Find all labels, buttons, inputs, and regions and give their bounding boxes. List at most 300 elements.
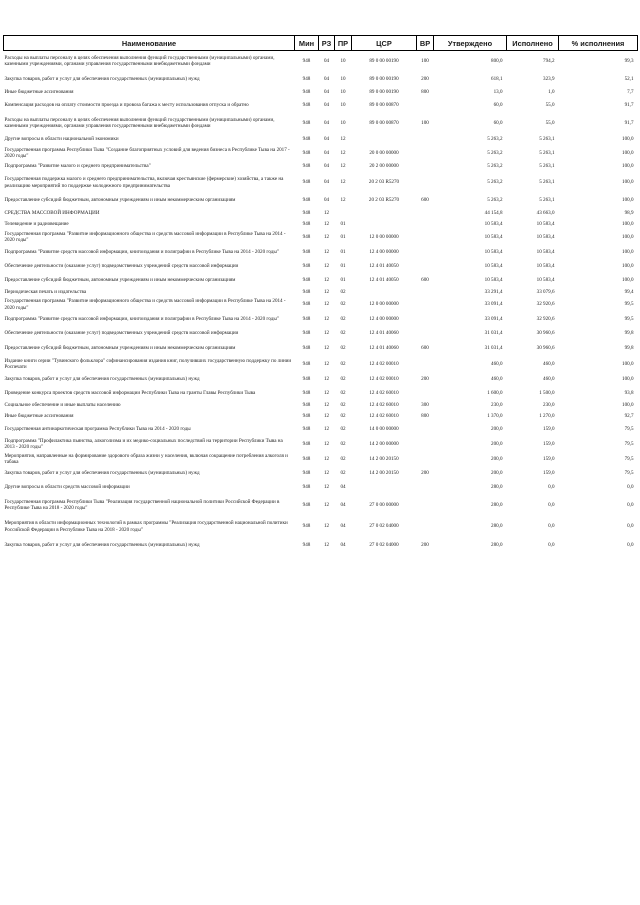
row-csr: 89 0 00 00870 (369, 102, 399, 109)
table-row (4, 288, 638, 298)
row-pr: 01 (340, 248, 346, 255)
table-row (4, 373, 638, 386)
row-min: 948 (302, 360, 311, 367)
row-percent: 93,8 (624, 389, 634, 396)
row-min: 948 (302, 315, 311, 322)
row-approved: 5 263,2 (487, 163, 503, 170)
row-csr: 12 4 01 40050 (369, 276, 399, 283)
row-executed: 33 079,6 (536, 289, 555, 296)
row-executed: 323,9 (543, 75, 555, 82)
row-min: 948 (302, 75, 311, 82)
header-rz: РЗ (319, 36, 335, 51)
row-min: 948 (302, 541, 311, 548)
row-rz: 12 (323, 412, 330, 419)
row-approved: 13,0 (493, 89, 503, 96)
row-name: СРЕДСТВА МАССОВОЙ ИНФОРМАЦИИ (4, 210, 100, 217)
row-pr: 02 (340, 402, 346, 409)
row-rz: 04 (323, 102, 330, 109)
row-min: 948 (302, 196, 311, 203)
row-executed: 0,0 (548, 501, 555, 508)
table-row (4, 356, 638, 373)
table-row (4, 422, 638, 437)
row-vr (417, 515, 434, 539)
row-name: Государственная программа "Развитие информационного общества и средств массовой информации в Республике Тыва на 2014 - 2020 годы" (4, 230, 286, 243)
row-executed: 30 960,6 (536, 344, 555, 351)
row-pr (335, 208, 352, 220)
row-name: Закупка товаров, работ и услуг для обеспечения государственных (муниципальных) нужд (4, 75, 200, 82)
row-rz: 04 (323, 196, 330, 203)
row-min: 948 (302, 119, 311, 126)
row-csr: 20 2 03 R5270 (368, 196, 400, 203)
row-approved: 5 263,2 (487, 149, 503, 156)
row-min: 948 (302, 248, 311, 255)
row-csr (352, 208, 417, 220)
row-csr: 12 0 00 00000 (369, 233, 399, 240)
row-csr: 12 4 02 60010 (369, 389, 399, 396)
row-percent: 52,1 (624, 75, 634, 82)
row-executed: 5 263,1 (539, 136, 555, 143)
row-executed: 1 500,0 (539, 389, 555, 396)
row-vr: 200 (421, 75, 429, 82)
row-executed: 55,0 (545, 119, 555, 126)
row-rz: 12 (323, 455, 330, 462)
table-row (4, 496, 638, 515)
row-rz: 12 (323, 425, 330, 432)
row-name: Социальное обеспечение и иные выплаты населению (4, 402, 121, 409)
row-percent: 79,5 (624, 425, 634, 432)
row-csr: 20 2 00 00000 (369, 163, 399, 170)
row-approved: 280,0 (491, 484, 503, 491)
row-csr: 89 0 00 00190 (369, 75, 399, 82)
row-approved: 44 154,8 (484, 210, 503, 217)
row-rz: 12 (323, 330, 330, 337)
row-vr: 300 (421, 402, 429, 409)
row-name: Иные бюджетные ассигнования (4, 89, 74, 96)
row-executed: 5 263,1 (539, 149, 555, 156)
row-min: 948 (302, 276, 311, 283)
row-rz: 12 (323, 248, 330, 255)
row-pr: 12 (340, 136, 346, 143)
row-approved: 33 291,4 (484, 289, 503, 296)
row-vr (417, 327, 434, 341)
row-rz: 12 (323, 469, 330, 476)
row-name: Подпрограмма "Развитие средств массовой информации, книгоиздания и полиграфии в Республике Тыва на 2014 - 2020 годы" (4, 248, 279, 255)
row-name: Расходы на выплаты персоналу в целях обеспечения выполнения функций государственными (муниципальными) органами, казенными учреждениями, органами управления государственными внебюджетными фондами (4, 116, 275, 129)
row-approved: 200,0 (491, 440, 503, 447)
row-csr (352, 134, 417, 146)
row-approved: 280,0 (491, 541, 503, 548)
row-percent: 0,0 (627, 501, 634, 508)
row-percent: 100,0 (622, 163, 634, 170)
row-vr: 600 (421, 276, 429, 283)
row-vr: 200 (421, 469, 429, 476)
row-vr (417, 288, 434, 298)
row-min: 948 (302, 440, 311, 447)
row-csr: 27 0 02 04000 (369, 541, 399, 548)
row-pr: 02 (340, 344, 346, 351)
row-pr: 01 (340, 276, 346, 283)
row-pr: 04 (340, 541, 346, 548)
row-csr: 89 0 00 00190 (369, 58, 399, 65)
row-pr: 10 (340, 89, 346, 96)
row-pr: 01 (340, 233, 346, 240)
row-percent: 79,5 (624, 469, 634, 476)
row-executed: 1 270,0 (539, 412, 555, 419)
row-vr (417, 386, 434, 401)
row-approved: 280,0 (491, 523, 503, 530)
row-name: Расходы на выплаты персоналу в целях обеспечения выполнения функций государственными (муниципальными) органами, казенными учреждениями, органами управления государственными внебюджетными фондами (4, 54, 275, 68)
row-csr: 12 4 02 60010 (369, 412, 399, 419)
row-approved: 1 600,0 (487, 389, 503, 396)
table-row (4, 208, 638, 220)
row-executed: 30 960,6 (536, 330, 555, 337)
row-vr (417, 134, 434, 146)
row-approved: 60,0 (493, 119, 503, 126)
row-approved: 60,0 (493, 102, 503, 109)
header-min: Мин (295, 36, 319, 51)
row-approved: 10 583,4 (484, 248, 503, 255)
header-name: Наименование (4, 36, 295, 51)
row-percent: 100,0 (622, 262, 634, 269)
row-pr: 12 (340, 163, 346, 170)
row-pr: 10 (340, 58, 346, 65)
row-pr: 02 (340, 389, 346, 396)
header-pr: ПР (335, 36, 352, 51)
row-executed: 794,2 (543, 58, 555, 65)
row-pr: 01 (340, 221, 346, 228)
row-csr: 89 0 00 00190 (369, 89, 399, 96)
row-pr: 02 (340, 425, 346, 432)
row-vr (417, 161, 434, 173)
row-min: 948 (302, 501, 311, 508)
row-approved: 5 263,2 (487, 136, 503, 143)
row-executed: 10 583,4 (536, 221, 555, 228)
row-min: 948 (302, 344, 311, 351)
row-vr (417, 146, 434, 161)
row-rz: 12 (323, 375, 330, 382)
row-name: Подпрограмма "Развитие средств массовой информации, книгоиздания и полиграфии в Республике Тыва на 2014 - 2020 годы" (4, 315, 279, 322)
table-row (4, 173, 638, 193)
row-approved: 5 263,2 (487, 196, 503, 203)
row-csr: 12 4 02 00010 (369, 360, 399, 367)
table-row (4, 411, 638, 422)
row-percent: 91,7 (624, 119, 634, 126)
row-csr: 12 0 00 00000 (369, 301, 399, 308)
row-executed: 460,0 (543, 375, 555, 382)
table-row (4, 134, 638, 146)
row-csr: 27 0 02 04000 (369, 523, 399, 530)
row-percent: 100,0 (622, 179, 634, 186)
row-min: 948 (302, 179, 311, 186)
row-name: Государственная программа "Развитие информационного общества и средств массовой информации в Республике Тыва на 2014 - 2020 годы" (4, 298, 286, 311)
row-pr: 02 (340, 469, 346, 476)
row-rz: 04 (323, 119, 330, 126)
row-name: Издание книги серии "Тувинского фольклора" софинансирования издания книг, получивших государственную поддержку по линии Роспечати (4, 357, 292, 370)
row-pr: 02 (340, 440, 346, 447)
row-percent: 0,0 (627, 541, 634, 548)
row-executed: 159,0 (543, 469, 555, 476)
row-csr: 27 0 00 00000 (369, 501, 399, 508)
row-pr: 02 (340, 315, 346, 322)
row-vr (417, 422, 434, 437)
row-executed: 10 583,4 (536, 276, 555, 283)
row-vr (417, 312, 434, 327)
row-min: 948 (302, 523, 311, 530)
row-rz: 12 (323, 523, 330, 530)
row-pr: 02 (340, 412, 346, 419)
row-approved: 230,0 (491, 402, 503, 409)
row-pr: 04 (340, 501, 346, 508)
row-executed: 159,0 (543, 425, 555, 432)
row-rz: 04 (323, 89, 330, 96)
row-pr: 04 (340, 523, 346, 530)
row-executed: 5 263,1 (539, 196, 555, 203)
row-min: 948 (302, 233, 311, 240)
row-csr: 12 4 01 40050 (369, 262, 399, 269)
row-csr (352, 480, 417, 496)
row-approved: 10 583,4 (484, 221, 503, 228)
row-vr (417, 496, 434, 515)
row-csr: 20 2 03 R5270 (368, 179, 400, 186)
header-approved: Утверждено (434, 36, 507, 51)
row-executed: 460,0 (543, 360, 555, 367)
row-approved: 800,0 (491, 58, 503, 65)
row-rz: 04 (323, 179, 330, 186)
table-row (4, 386, 638, 401)
row-csr: 14 2 00 20150 (369, 469, 399, 476)
row-vr (417, 298, 434, 312)
row-approved: 33 091,4 (484, 301, 503, 308)
row-approved: 460,0 (491, 360, 503, 367)
row-executed: 10 583,4 (536, 248, 555, 255)
row-executed: 0,0 (548, 523, 555, 530)
row-vr (417, 173, 434, 193)
table-row (4, 515, 638, 539)
row-percent: 100,0 (622, 375, 634, 382)
row-name: Периодическая печать и издательства (4, 289, 87, 296)
row-min: 948 (302, 375, 311, 382)
row-pr: 01 (340, 262, 346, 269)
table-row (4, 401, 638, 411)
row-csr: 20 0 00 00000 (369, 149, 399, 156)
row-executed: 32 920,6 (536, 301, 555, 308)
table-row (4, 72, 638, 87)
row-name: Государственная программа Республики Тыва "Создание благоприятных условий для ведения бизнеса в Республике Тыва на 2017 - 2020 годы" (4, 146, 290, 159)
row-approved: 31 031,4 (484, 330, 503, 337)
row-executed: 159,0 (543, 455, 555, 462)
row-pr: 12 (340, 149, 346, 156)
row-name: Государственная программа Республики Тыва "Реализация государственной национальной политики Российской Федерации в Республике Тыва на 2018 - 2020 годы" (4, 498, 280, 511)
row-percent: 99,5 (624, 315, 634, 322)
row-name: Закупка товаров, работ и услуг для обеспечения государственных (муниципальных) нужд (4, 469, 200, 476)
row-rz: 12 (323, 221, 330, 228)
row-executed: 230,0 (543, 402, 555, 409)
row-vr (417, 220, 434, 230)
row-name: Компенсация расходов на оплату стоимости проезда и провоза багажа к месту использования отпуска и обратно (4, 102, 249, 109)
row-pr: 04 (340, 484, 346, 491)
row-pr: 10 (340, 102, 346, 109)
row-name: Предоставление субсидий бюджетным, автономным учреждениям и иным некоммерческим организациям (4, 276, 236, 283)
row-pr: 02 (340, 375, 346, 382)
row-min: 948 (302, 484, 311, 491)
table-row (4, 480, 638, 496)
row-vr: 600 (421, 344, 429, 351)
row-pr: 10 (340, 119, 346, 126)
row-name: Обеспечение деятельности (оказание услуг) подведомственных учреждений средств массовой информации (4, 262, 239, 269)
row-approved: 200,0 (491, 455, 503, 462)
row-rz: 12 (323, 315, 330, 322)
table-row (4, 220, 638, 230)
row-csr: 12 4 02 60010 (369, 402, 399, 409)
row-min: 948 (302, 102, 311, 109)
row-rz: 12 (323, 541, 330, 548)
row-vr (417, 480, 434, 496)
row-rz: 12 (323, 262, 330, 269)
row-rz: 12 (323, 210, 330, 217)
row-csr (352, 220, 417, 230)
row-vr (417, 99, 434, 113)
row-rz: 04 (323, 163, 330, 170)
row-percent: 100,0 (622, 221, 634, 228)
row-min: 948 (302, 149, 311, 156)
row-vr: 800 (421, 89, 429, 96)
row-vr: 600 (421, 196, 429, 203)
row-rz: 12 (323, 360, 330, 367)
row-executed: 32 920,6 (536, 315, 555, 322)
row-executed: 10 583,4 (536, 233, 555, 240)
row-vr (417, 437, 434, 452)
row-rz: 12 (323, 484, 330, 491)
row-pr: 02 (340, 301, 346, 308)
row-csr: 12 4 01 40060 (369, 344, 399, 351)
row-min: 948 (302, 412, 311, 419)
table-row (4, 452, 638, 467)
row-executed: 1,0 (548, 89, 555, 96)
row-vr (417, 208, 434, 220)
row-rz: 12 (323, 402, 330, 409)
row-name: Государственная антинаркотическая программа Республики Тыва на 2014 - 2020 годы (4, 425, 191, 432)
row-vr: 200 (421, 541, 429, 548)
row-executed: 5 263,1 (539, 163, 555, 170)
row-csr (352, 288, 417, 298)
row-csr: 14 2 00 20150 (369, 455, 399, 462)
row-approved: 5 263,2 (487, 179, 503, 186)
row-approved: 460,0 (491, 375, 503, 382)
row-min: 948 (302, 389, 311, 396)
table-row (4, 467, 638, 480)
table-row (4, 260, 638, 273)
row-name: Мероприятия в области информационных технологий в рамках программы "Реализация государственной национальной политики Российской Федерации в Республике Тыва на 2018 - 2020 годы" (4, 520, 288, 533)
row-approved: 1 370,0 (487, 412, 503, 419)
table-row (4, 341, 638, 356)
row-name: Обеспечение деятельности (оказание услуг) подведомственных учреждений средств массовой информации (4, 330, 239, 337)
row-percent: 79,5 (624, 440, 634, 447)
row-percent: 92,7 (624, 412, 634, 419)
row-name: Государственная поддержка малого и среднего предпринимательства, включая крестьянские (фермерские) хозяйства, а также на реализацию мероприятий по поддержке молодежного предпринимательства (4, 176, 284, 189)
row-executed: 55,0 (545, 102, 555, 109)
row-pr: 02 (340, 289, 346, 296)
row-csr: 14 2 00 00000 (369, 440, 399, 447)
row-executed: 43 663,0 (536, 210, 555, 217)
row-csr: 14 0 00 00000 (369, 425, 399, 432)
row-name: Другие вопросы в области национальной экономики (4, 136, 119, 143)
row-min: 948 (302, 469, 311, 476)
row-rz: 04 (323, 149, 330, 156)
row-percent: 7,7 (627, 89, 634, 96)
row-approved: 10 583,4 (484, 262, 503, 269)
row-percent: 0,0 (627, 484, 634, 491)
row-rz: 12 (323, 440, 330, 447)
row-name: Закупка товаров, работ и услуг для обеспечения государственных (муниципальных) нужд (4, 541, 200, 548)
row-percent: 99,5 (624, 301, 634, 308)
table-row (4, 99, 638, 113)
row-executed: 0,0 (548, 484, 555, 491)
row-min: 948 (302, 455, 311, 462)
row-percent: 91,7 (624, 102, 634, 109)
row-rz: 12 (323, 276, 330, 283)
row-vr (417, 260, 434, 273)
row-percent: 79,5 (624, 455, 634, 462)
row-min: 948 (302, 221, 311, 228)
row-rz: 04 (323, 58, 330, 65)
table-row (4, 87, 638, 99)
header-csr: ЦСР (352, 36, 417, 51)
row-percent: 100,0 (622, 276, 634, 283)
row-name: Иные бюджетные ассигнования (4, 412, 74, 419)
row-percent: 100,0 (622, 233, 634, 240)
row-percent: 100,0 (622, 196, 634, 203)
row-vr (417, 452, 434, 467)
row-percent: 99,4 (624, 289, 634, 296)
table-row (4, 51, 638, 72)
row-vr: 100 (421, 58, 429, 65)
row-min: 948 (302, 262, 311, 269)
row-pr: 12 (340, 196, 346, 203)
row-percent: 99,3 (624, 58, 634, 65)
header-vr: ВР (417, 36, 434, 51)
table-row (4, 245, 638, 260)
row-pr: 02 (340, 360, 346, 367)
row-min: 948 (302, 163, 311, 170)
row-csr: 12 4 02 00010 (369, 375, 399, 382)
row-approved: 31 031,4 (484, 344, 503, 351)
row-rz: 12 (323, 233, 330, 240)
row-approved: 280,0 (491, 501, 503, 508)
table-body (4, 51, 638, 552)
row-csr: 12 4 00 00000 (369, 248, 399, 255)
row-name: Закупка товаров, работ и услуг для обеспечения государственных (муниципальных) нужд (4, 375, 200, 382)
row-percent: 100,0 (622, 360, 634, 367)
row-rz: 12 (323, 501, 330, 508)
row-approved: 200,0 (491, 469, 503, 476)
table-row (4, 113, 638, 134)
row-percent: 98,9 (624, 210, 634, 217)
row-executed: 0,0 (548, 541, 555, 548)
row-approved: 33 091,4 (484, 315, 503, 322)
row-min: 948 (302, 425, 311, 432)
budget-execution-table (3, 35, 638, 552)
row-percent: 100,0 (622, 149, 634, 156)
row-vr: 800 (421, 412, 429, 419)
row-pr: 12 (340, 179, 346, 186)
row-csr: 12 4 01 40060 (369, 330, 399, 337)
row-min: 948 (302, 89, 311, 96)
row-percent: 100,0 (622, 402, 634, 409)
header-percent: % исполнения (559, 36, 638, 51)
row-vr (417, 356, 434, 373)
row-csr: 89 0 00 00870 (369, 119, 399, 126)
row-name: Подпрограмма "Развитие малого и среднего предпринимательства" (4, 163, 151, 170)
